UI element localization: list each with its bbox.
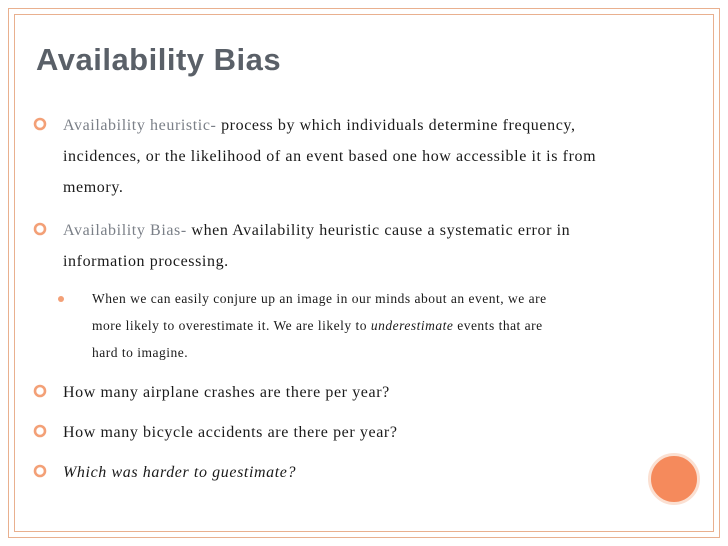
ring-bullet-icon xyxy=(33,222,47,236)
bullet-text: memory. xyxy=(63,179,124,196)
bullet-text: How many airplane crashes are there per year? xyxy=(63,384,390,401)
ring-bullet-icon xyxy=(33,384,47,398)
sub-bullet-text: When we can easily conjure up an image in our minds about an event, we are xyxy=(92,291,547,306)
bullet-text: Which was harder to guestimate? xyxy=(63,464,297,481)
border-line-bottom xyxy=(8,537,720,538)
sub-bullet-text: hard to imagine. xyxy=(92,345,189,360)
bullet-guestimate-question xyxy=(63,457,703,488)
dot-bullet-icon xyxy=(58,296,64,302)
border-line-bottom-inner xyxy=(14,531,714,532)
border-line-right xyxy=(719,8,720,538)
bullet-text: How many bicycle accidents are there per year? xyxy=(63,424,398,441)
bullet-text: information processing. xyxy=(63,253,229,270)
bullet-text: when Availability heuristic cause a systematic error in xyxy=(186,222,571,239)
border-line-top-inner xyxy=(14,14,714,15)
slide-title: Availability Bias xyxy=(36,42,282,77)
ring-bullet-icon xyxy=(33,464,47,478)
term-label: Availability Bias- xyxy=(63,222,187,239)
border-line-top xyxy=(8,8,720,9)
ring-bullet-icon xyxy=(33,117,47,131)
bullet-airplane-question xyxy=(63,377,703,408)
term-label: Availability heuristic- xyxy=(63,117,217,134)
bullet-availability-bias xyxy=(63,215,703,277)
bullet-text: process by which individuals determine frequency, xyxy=(216,117,576,134)
sub-bullet-explanation xyxy=(92,285,692,366)
sub-bullet-text: events that are xyxy=(453,318,543,333)
bullet-availability-heuristic xyxy=(63,110,703,203)
bullet-bicycle-question xyxy=(63,417,703,448)
border-line-left-inner xyxy=(14,14,15,532)
emphasis-text: underestimate xyxy=(370,318,454,333)
border-line-left xyxy=(8,8,9,538)
sub-bullet-text: more likely to overestimate it. We are likely to xyxy=(92,318,371,333)
ring-bullet-icon xyxy=(33,424,47,438)
bullet-text: incidences, or the likelihood of an event based one how accessible it is from xyxy=(63,148,597,165)
border-line-right-inner xyxy=(713,14,714,532)
